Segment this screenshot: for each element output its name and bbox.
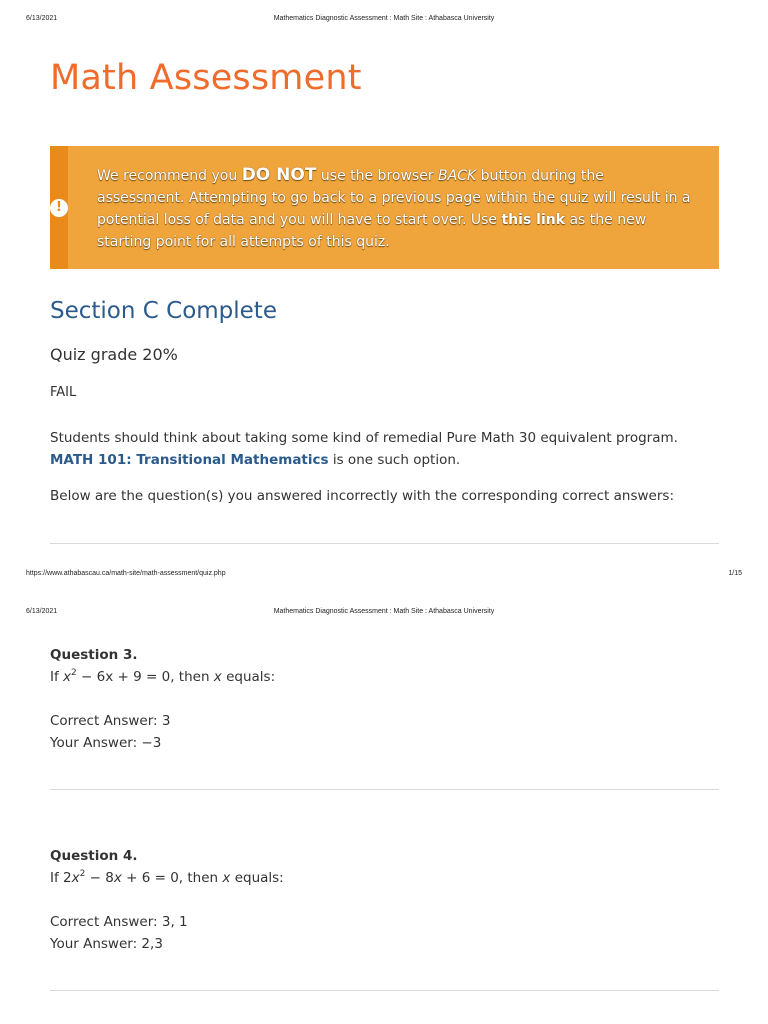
course-link[interactable]: MATH 101: Transitional Mathematics (50, 452, 329, 468)
your-answer: Your Answer: −3 (50, 735, 162, 751)
recommendation-text: Students should think about taking some kind of remedial Pure Math 30 equivalent program. MATH 101: Transitional Mathematics is one such option. (50, 430, 678, 468)
question-prompt: If $x^2 - 6x + 9 = 0$, then x equals: (50, 668, 276, 685)
alert-message: We recommend you DO NOT use the browser BACK button during the assessment. Attempting to go back to a previous page within the quiz will result in a potential loss of data and you will have to start over. Use this link as the new starting point for all attempts of this quiz. (97, 165, 691, 250)
divider (50, 990, 719, 991)
print-page-title: Mathematics Diagnostic Assessment : Math Site : Athabasca University (273, 15, 495, 22)
alert-side-bar (50, 146, 68, 269)
divider (50, 789, 719, 790)
exclamation-circle-icon: ! (50, 199, 68, 217)
question-label: Question 4. (50, 848, 138, 864)
question-prompt: If $2x^2 - 8x + 6 = 0$, then x equals: (50, 869, 284, 886)
print-page-title: Mathematics Diagnostic Assessment : Math Site : Athabasca University (273, 608, 495, 615)
section-title: Section C Complete (50, 298, 277, 324)
your-answer: Your Answer: 2,3 (50, 936, 163, 952)
question-block (50, 845, 710, 955)
print-date: 6/13/2021 (26, 15, 58, 22)
question-label: Question 3. (50, 647, 138, 663)
incorrect-intro: Below are the question(s) you answered incorrectly with the corresponding correct answers: (50, 488, 674, 504)
print-url: https://www.athabascau.ca/math-site/math-assessment/quiz.php (26, 570, 226, 577)
print-page-number: 1/15 (728, 570, 742, 577)
restart-link[interactable]: this link (501, 212, 566, 228)
page-title: Math Assessment (50, 58, 362, 98)
print-date: 6/13/2021 (26, 608, 58, 615)
quiz-grade: Quiz grade 20% (50, 345, 178, 364)
warning-alert (50, 146, 719, 269)
alert-emphasis: DO NOT (241, 165, 317, 185)
result-status: FAIL (50, 385, 77, 400)
divider (50, 543, 719, 544)
question-block (50, 644, 710, 754)
correct-answer: Correct Answer: 3, 1 (50, 914, 188, 930)
correct-answer: Correct Answer: 3 (50, 713, 171, 729)
